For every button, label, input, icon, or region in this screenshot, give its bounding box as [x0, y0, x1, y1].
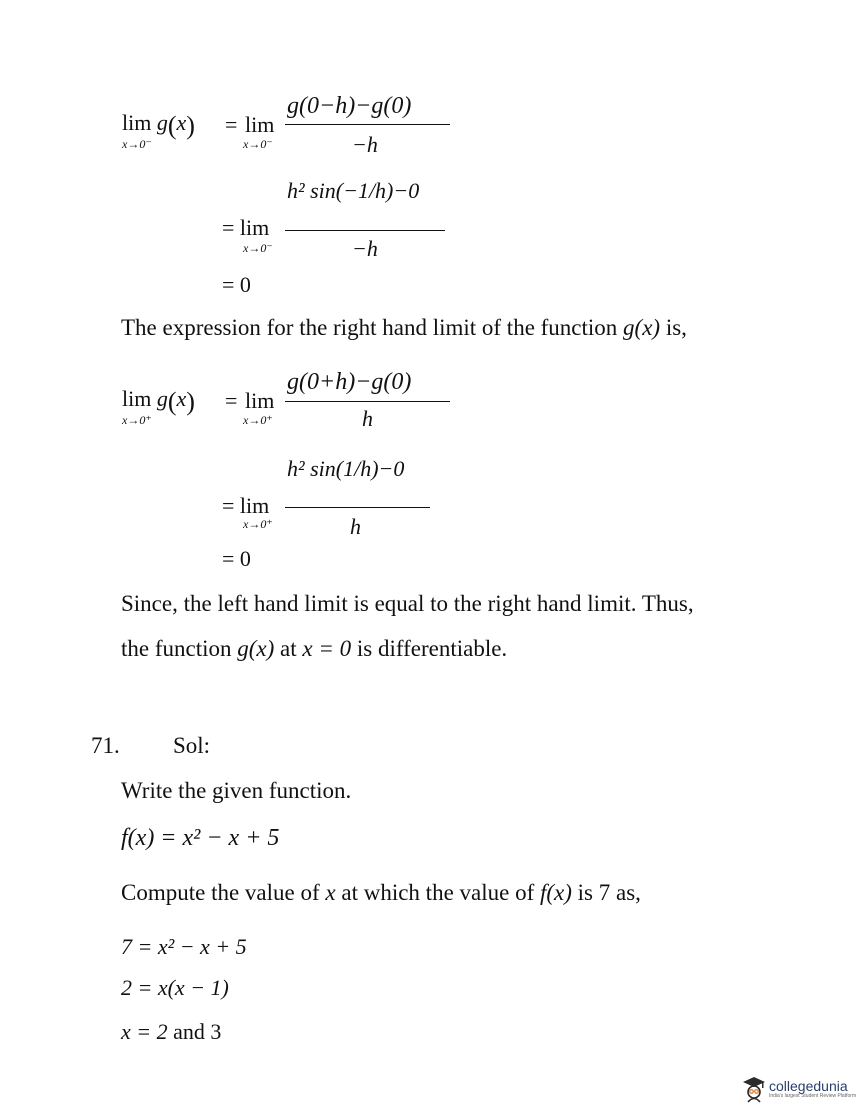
- right-lim-lhs-sub: x→0⁺: [122, 413, 152, 427]
- collegedunia-logo: [742, 1075, 856, 1103]
- write-instruction: Write the given function.: [121, 778, 352, 803]
- equation-3: [121, 1021, 221, 1043]
- equation-2: 2 = x(x − 1): [121, 975, 229, 1000]
- left-lim-lhs-sub: x→0⁻: [122, 137, 152, 151]
- question-number: 71.: [91, 733, 120, 758]
- compute-line: [121, 881, 641, 904]
- right-intro-end: is,: [665, 315, 687, 340]
- right-intro-line: [121, 316, 687, 339]
- conclusion-text-a: the function: [121, 636, 232, 661]
- right-denominator-1: h: [362, 406, 373, 431]
- conclusion-line-2: [121, 637, 507, 660]
- right-result: = 0: [222, 546, 251, 571]
- conclusion-text-b: at: [280, 636, 297, 661]
- right-step2-lim: = lim: [222, 493, 270, 518]
- conclusion-fn: g(x): [237, 636, 275, 661]
- compute-text-a: Compute the value of: [121, 880, 320, 905]
- left-fraction-line-2: [285, 230, 445, 231]
- left-step2-lim: = lim: [222, 215, 270, 240]
- conclusion-line-1: Since, the left hand limit is equal to the right hand limit. Thus,: [121, 591, 694, 616]
- right-denominator-2: h: [350, 514, 361, 539]
- right-fraction-line-1: [285, 401, 450, 402]
- left-numerator-1: g(0−h)−g(0): [287, 93, 412, 119]
- right-lim-rhs-lim: lim: [245, 388, 275, 413]
- compute-x: x: [325, 880, 336, 905]
- right-numerator-2: h² sin(1/h)−0: [287, 456, 405, 481]
- right-intro-text: The expression for the right hand limit of the function: [121, 315, 618, 340]
- right-step2-sub: x→0⁺: [243, 517, 273, 531]
- left-result: = 0: [222, 272, 251, 297]
- compute-text-b: at which the value of: [341, 880, 535, 905]
- right-intro-fn: g(x): [623, 315, 661, 340]
- left-lim-rhs-sub: x→0⁻: [243, 137, 273, 151]
- function-definition: f(x) = x² − x + 5: [121, 825, 280, 851]
- left-denominator-2: −h: [352, 236, 378, 261]
- conclusion-text-c: is differentiable.: [356, 636, 508, 661]
- left-lim-eq: =: [225, 112, 238, 137]
- left-denominator-1: −h: [352, 132, 378, 157]
- left-numerator-2: h² sin(−1/h)−0: [287, 178, 420, 203]
- compute-fx: f(x): [540, 880, 572, 905]
- equation-1: 7 = x² − x + 5: [121, 934, 247, 959]
- left-lim-rhs-lim: lim: [245, 112, 275, 137]
- logo-tagline: India's largest Student Review Platform: [769, 1092, 857, 1099]
- right-lim-lhs: lim g(x): [122, 386, 195, 416]
- right-lim-eq: =: [225, 388, 238, 413]
- equation-3-x: x = 2: [121, 1019, 168, 1044]
- compute-text-c: is 7 as,: [577, 880, 641, 905]
- graduate-icon: [742, 1075, 766, 1103]
- right-lim-rhs-sub: x→0⁺: [243, 413, 273, 427]
- logo-name: collegedunia: [769, 1077, 848, 1094]
- right-numerator-1: g(0+h)−g(0): [287, 369, 412, 395]
- left-fraction-line-1: [285, 124, 450, 125]
- equation-3-rest: and 3: [173, 1019, 222, 1044]
- right-fraction-line-2: [285, 507, 430, 508]
- conclusion-eq: x = 0: [302, 636, 352, 661]
- left-step2-sub: x→0⁻: [243, 241, 273, 255]
- left-lim-lhs: lim g(x): [122, 110, 195, 140]
- sol-label: Sol:: [173, 733, 211, 758]
